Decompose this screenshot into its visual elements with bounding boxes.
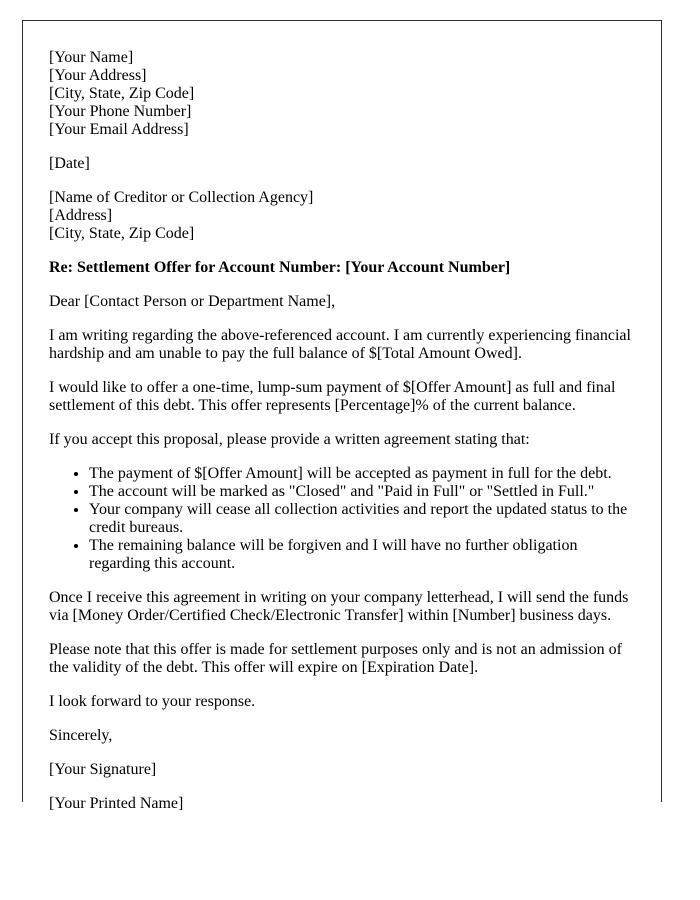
conditions-list — [49, 465, 635, 573]
sender-phone: [Your Phone Number] — [49, 103, 192, 120]
salutation: Dear [Contact Person or Department Name], — [49, 293, 336, 310]
list-item: • Your company will cease all collection activities and report the updated status to the credit bureaus. — [89, 501, 635, 537]
valediction: Sincerely, — [49, 727, 113, 744]
sender-name: [Your Name] — [49, 49, 134, 66]
recipient-name: [Name of Creditor or Collection Agency] — [49, 189, 314, 206]
paragraph-disclaimer: Please note that this offer is made for settlement purposes only and is not an admission of the validity of the debt. This offer will expire on [Expiration Date]. — [49, 641, 622, 676]
paragraph-offer: I would like to offer a one-time, lump-sum payment of $[Offer Amount] as full and final settlement of this debt. This offer represents [Percentage]% of the current balance. — [49, 379, 616, 414]
list-item: • The payment of $[Offer Amount] will be accepted as payment in full for the debt. — [89, 465, 635, 483]
subject-line: Re: Settlement Offer for Account Number: [Your Account Number] — [49, 259, 511, 276]
list-item: • The account will be marked as "Closed" and "Paid in Full" or "Settled in Full." — [89, 483, 635, 501]
recipient-city-state-zip: [City, State, Zip Code] — [49, 225, 195, 242]
paragraph-intro: I am writing regarding the above-referenced account. I am currently experiencing financial hardship and am unable to pay the full balance of $[Total Amount Owed]. — [49, 327, 631, 362]
sender-city-state-zip: [City, State, Zip Code] — [49, 85, 195, 102]
recipient-address: [Address] — [49, 207, 113, 224]
sender-address-block — [49, 49, 635, 139]
letter-date: [Date] — [49, 155, 90, 172]
printed-name-placeholder: [Your Printed Name] — [49, 795, 184, 812]
paragraph-payment: Once I receive this agreement in writing on your company letterhead, I will send the funds via [Money Order/Certified Check/Electronic Transfer] within [Number] business days. — [49, 589, 629, 624]
settlement-offer-letter — [22, 20, 662, 812]
paragraph-response: I look forward to your response. — [49, 693, 256, 710]
sender-email: [Your Email Address] — [49, 121, 189, 138]
recipient-address-block — [49, 189, 635, 243]
list-item: • The remaining balance will be forgiven and I will have no further obligation regarding this account. — [89, 537, 635, 573]
signature-placeholder: [Your Signature] — [49, 761, 157, 778]
paragraph-conditions-lead: If you accept this proposal, please provide a written agreement stating that: — [49, 431, 530, 448]
sender-address: [Your Address] — [49, 67, 147, 84]
